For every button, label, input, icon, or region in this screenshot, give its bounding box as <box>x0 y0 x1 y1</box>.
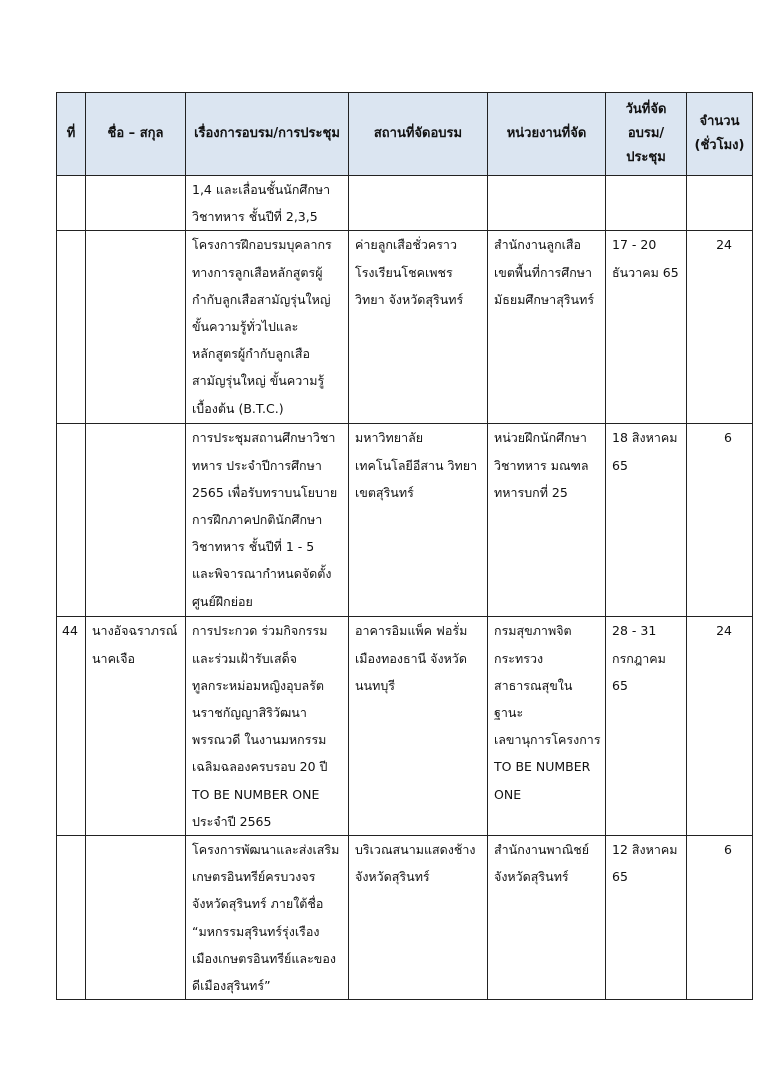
row-name: นางอัจฉราภรณ์ นาคเจือ <box>86 617 186 836</box>
table-row <box>57 176 753 231</box>
row-name <box>86 836 186 1000</box>
row-venue <box>349 176 488 231</box>
header-no: ที่ <box>57 93 86 176</box>
table-row <box>57 836 753 1000</box>
row-hours: 6 <box>687 836 753 1000</box>
row-no <box>57 424 86 617</box>
row-hours: 24 <box>687 231 753 424</box>
row-organizer: กรมสุขภาพจิต กระทรวง สาธารณสุขในฐานะ เลขานุการโครงการ TO BE NUMBER ONE <box>488 617 606 836</box>
header-venue: สถานที่จัดอบรม <box>349 93 488 176</box>
row-name <box>86 231 186 424</box>
row-venue: บริเวณสนามแสดงช้าง จังหวัดสุรินทร์ <box>349 836 488 1000</box>
table-row <box>57 617 753 836</box>
row-organizer <box>488 176 606 231</box>
row-topic: 1,4 และเลื่อนชั้นนักศึกษา วิชาทหาร ชั้นปีที่ 2,3,5 <box>186 176 349 231</box>
table-row <box>57 424 753 617</box>
row-topic: การประชุมสถานศึกษาวิชา ทหาร ประจำปีการศึกษา 2565 เพื่อรับทราบนโยบาย การฝึกภาคปกตินักศึกษา วิชาทหาร ชั้นปีที่ 1 - 5 และพิจารณากำหนดจัดตั้ง ศูนย์ฝึกย่อย <box>186 424 349 617</box>
header-organizer: หน่วยงานที่จัด <box>488 93 606 176</box>
row-venue: ค่ายลูกเสือชั่วคราว โรงเรียนโชคเพชร วิทยา จังหวัดสุรินทร์ <box>349 231 488 424</box>
row-no: 44 <box>57 617 86 836</box>
row-venue: มหาวิทยาลัย เทคโนโลยีอีสาน วิทยา เขตสุรินทร์ <box>349 424 488 617</box>
header-name: ชื่อ – สกุล <box>86 93 186 176</box>
header-date: วันที่จัด อบรม/ ประชุม <box>606 93 687 176</box>
row-date: 18 สิงหาคม 65 <box>606 424 687 617</box>
row-organizer: หน่วยฝึกนักศึกษา วิชาทหาร มณฑล ทหารบกที่ 25 <box>488 424 606 617</box>
row-no <box>57 231 86 424</box>
table-row <box>57 231 753 424</box>
row-topic: โครงการฝึกอบรมบุคลากร ทางการลูกเสือหลักสูตรผู้ กำกับลูกเสือสามัญรุ่นใหญ่ ขั้นความรู้ทั่วไปและ หลักสูตรผู้กำกับลูกเสือ สามัญรุ่นใหญ่ ขั้นความรู้ เบื้องต้น (B.T.C.) <box>186 231 349 424</box>
row-organizer: สำนักงานลูกเสือ เขตพื้นที่การศึกษา มัธยมศึกษาสุรินทร์ <box>488 231 606 424</box>
row-hours: 24 <box>687 617 753 836</box>
row-no <box>57 836 86 1000</box>
header-topic: เรื่องการอบรม/การประชุม <box>186 93 349 176</box>
training-table <box>56 92 753 1000</box>
row-topic: โครงการพัฒนาและส่งเสริม เกษตรอินทรีย์ครบวงจร จังหวัดสุรินทร์ ภายใต้ชื่อ “มหกรรมสุรินทร์รุ่งเรือง เมืองเกษตรอินทรีย์และของ ดีเมืองสุรินทร์” <box>186 836 349 1000</box>
row-name <box>86 176 186 231</box>
row-no <box>57 176 86 231</box>
row-date: 28 - 31 กรกฎาคม 65 <box>606 617 687 836</box>
row-date: 17 - 20 ธันวาคม 65 <box>606 231 687 424</box>
header-hours: จำนวน (ชั่วโมง) <box>687 93 753 176</box>
row-venue: อาคารอิมแพ็ค ฟอรั่ม เมืองทองธานี จังหวัด นนทบุรี <box>349 617 488 836</box>
row-date <box>606 176 687 231</box>
row-topic: การประกวด ร่วมกิจกรรม และร่วมเฝ้ารับเสด็จ ทูลกระหม่อมหญิงอุบลรัต นราชกัญญาสิริวัฒนา พรรณวดี ในงานมหกรรม เฉลิมฉลองครบรอบ 20 ปี TO BE NUMBER ONE ประจำปี 2565 <box>186 617 349 836</box>
header-row <box>57 93 753 176</box>
row-organizer: สำนักงานพาณิชย์ จังหวัดสุรินทร์ <box>488 836 606 1000</box>
row-date: 12 สิงหาคม 65 <box>606 836 687 1000</box>
row-hours <box>687 176 753 231</box>
row-hours: 6 <box>687 424 753 617</box>
row-name <box>86 424 186 617</box>
